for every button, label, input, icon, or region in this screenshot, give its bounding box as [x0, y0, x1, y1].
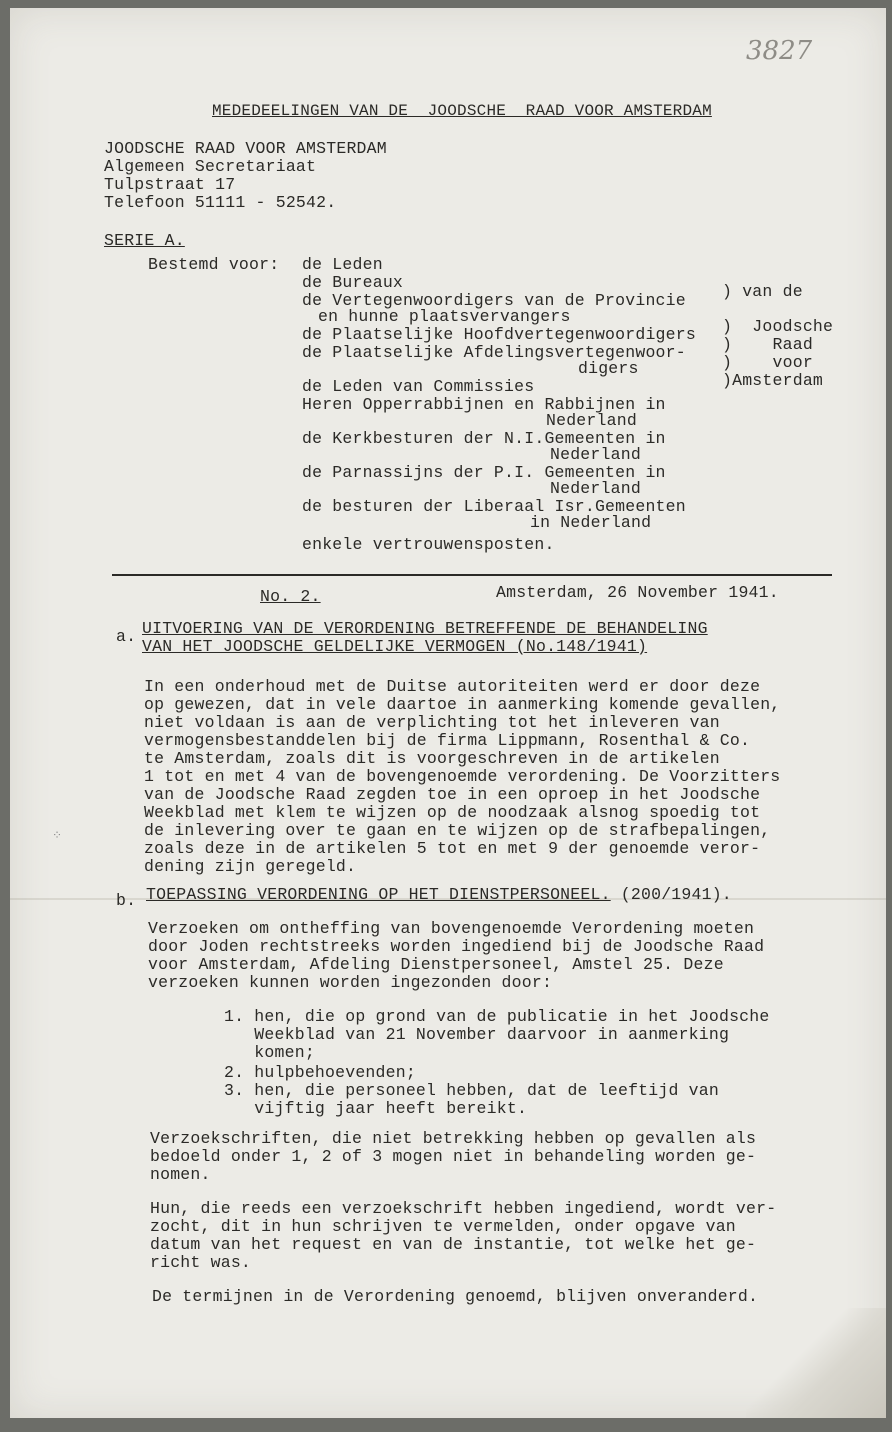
recipient-line: in Nederland: [530, 513, 652, 532]
list-item: komen;: [224, 1043, 315, 1062]
paragraph-line: op gewezen, dat in vele daartoe in aanmerking komende gevallen,: [144, 695, 781, 714]
paragraph-line: Weekblad met klem te wijzen op de noodzaak alsnog spoedig tot: [144, 803, 761, 822]
paragraph-line: van de Joodsche Raad zegden toe in een oproep in het Joodsche: [144, 785, 761, 804]
margin-mark: ⁘: [52, 829, 63, 843]
torn-corner: [746, 1308, 886, 1418]
section-b-marker: b.: [116, 891, 137, 910]
recipient-line: de besturen der Liberaal Isr.Gemeenten: [302, 497, 686, 516]
paragraph-line: zoals deze in de artikelen 5 tot en met 9 der genoemde veror-: [144, 839, 761, 858]
section-b-heading-ref: (200/1941).: [610, 885, 732, 904]
closing-line: De termijnen in de Verordening genoemd, blijven onveranderd.: [152, 1287, 759, 1306]
recipient-line: de Leden: [302, 255, 383, 274]
recipient-line: Nederland: [550, 479, 641, 498]
recipient-line: de Kerkbesturen der N.I.Gemeenten in: [302, 429, 666, 448]
list-item: 1. hen, die op grond van de publicatie in het Joodsche: [224, 1007, 770, 1026]
section-a-heading: VAN HET JOODSCHE GELDELIJKE VERMOGEN (No.148/1941): [142, 637, 648, 656]
recipient-line: de Plaatselijke Hoofdvertegenwoordigers: [302, 325, 696, 344]
recipient-line: de Vertegenwoordigers van de Provincie: [302, 291, 686, 310]
paragraph-line: bedoeld onder 1, 2 of 3 mogen niet in behandeling worden ge-: [150, 1147, 757, 1166]
paragraph-line: Hun, die reeds een verzoekschrift hebben ingediend, wordt ver-: [150, 1199, 777, 1218]
paragraph-line: voor Amsterdam, Afdeling Dienstpersoneel, Amstel 25. Deze: [148, 955, 724, 974]
section-b-heading-text: TOEPASSING VERORDENING OP HET DIENSTPERSONEEL.: [146, 885, 611, 904]
bracket-line: ) voor: [722, 353, 813, 372]
paragraph-line: Verzoeken om ontheffing van bovengenoemde Verordening moeten: [148, 919, 755, 938]
bracket-line: ) Joodsche: [722, 317, 834, 336]
paragraph-line: door Joden rechtstreeks worden ingediend bij de Joodsche Raad: [148, 937, 765, 956]
sender-dept: Algemeen Secretariaat: [104, 157, 317, 176]
recipient-line: de Plaatselijke Afdelingsvertegenwoor-: [302, 343, 686, 362]
section-b-heading: [146, 886, 732, 904]
recipient-line: Nederland: [546, 411, 637, 430]
recipient-line: digers: [578, 359, 639, 378]
paragraph-line: 1 tot en met 4 van de bovengenoemde verordening. De Voorzitters: [144, 767, 781, 786]
paragraph-line: te Amsterdam, zoals dit is voorgeschreven in de artikelen: [144, 749, 720, 768]
recipient-line: en hunne plaatsvervangers: [318, 307, 571, 326]
recipient-line: Heren Opperrabbijnen en Rabbijnen in: [302, 395, 666, 414]
paragraph-line: vermogensbestanddelen bij de firma Lippmann, Rosenthal & Co.: [144, 731, 751, 750]
paragraph-line: de inlevering over te gaan en te wijzen op de strafbepalingen,: [144, 821, 771, 840]
paragraph-line: dening zijn geregeld.: [144, 857, 357, 876]
paragraph-line: In een onderhoud met de Duitse autoriteiten werd er door deze: [144, 677, 761, 696]
paragraph-line: richt was.: [150, 1253, 252, 1272]
bracket-line: ) van de: [722, 282, 803, 301]
sender-address: Tulpstraat 17: [104, 175, 236, 194]
recipient-line: de Bureaux: [302, 273, 404, 292]
document-date: Amsterdam, 26 November 1941.: [496, 583, 779, 602]
list-item: vijftig jaar heeft bereikt.: [224, 1099, 528, 1118]
list-item: 2. hulpbehoevenden;: [224, 1063, 416, 1082]
sender-phone: Telefoon 51111 - 52542.: [104, 193, 337, 212]
paragraph-line: zocht, dit in hun schrijven te vermelden, onder opgave van: [150, 1217, 736, 1236]
list-item: Weekblad van 21 November daarvoor in aanmerking: [224, 1025, 730, 1044]
serie-label: SERIE A.: [104, 231, 185, 250]
section-a-marker: a.: [116, 627, 137, 646]
paragraph-line: Verzoekschriften, die niet betrekking hebben op gevallen als: [150, 1129, 757, 1148]
recipient-line: de Leden van Commissies: [302, 377, 535, 396]
bestemd-label: Bestemd voor:: [148, 255, 280, 274]
bracket-line: )Amsterdam: [722, 371, 824, 390]
paragraph-line: niet voldaan is aan de verplichting tot het inleveren van: [144, 713, 720, 732]
archive-number: 3827: [746, 36, 813, 66]
divider-line: [112, 574, 832, 576]
list-item: 3. hen, die personeel hebben, dat de leeftijd van: [224, 1081, 719, 1100]
document-title: MEDEDEELINGEN VAN DE JOODSCHE RAAD VOOR AMSTERDAM: [212, 102, 712, 120]
paragraph-line: verzoeken kunnen worden ingezonden door:: [148, 973, 553, 992]
section-a-heading: UITVOERING VAN DE VERORDENING BETREFFENDE DE BEHANDELING: [142, 619, 708, 638]
paragraph-line: datum van het request en van de instantie, tot welke het ge-: [150, 1235, 757, 1254]
sender-org: JOODSCHE RAAD VOOR AMSTERDAM: [104, 139, 387, 158]
recipient-line: enkele vertrouwensposten.: [302, 535, 555, 554]
recipient-line: de Parnassijns der P.I. Gemeenten in: [302, 463, 666, 482]
bracket-line: ) Raad: [722, 335, 813, 354]
paragraph-line: nomen.: [150, 1165, 211, 1184]
number-label: No. 2.: [260, 587, 321, 606]
recipient-line: Nederland: [550, 445, 641, 464]
